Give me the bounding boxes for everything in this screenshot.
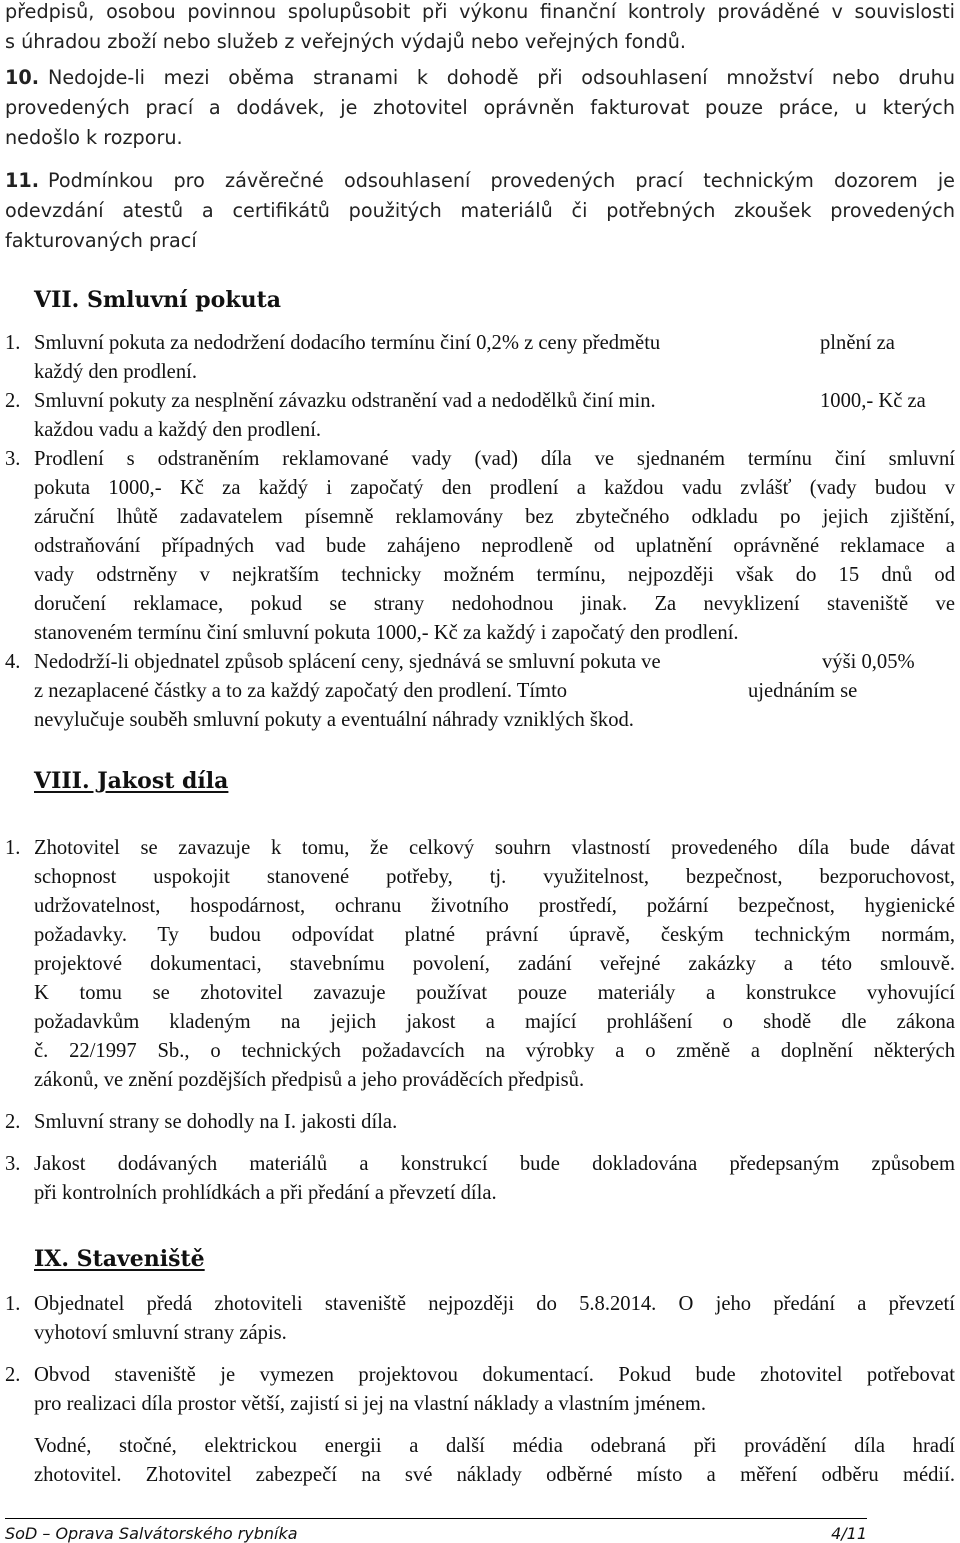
footer-document-title: SoD – Oprava Salvátorského rybníka (5, 1524, 298, 1543)
section-8-heading: VIII. Jakost díla (34, 768, 229, 794)
section-9-heading: IX. Staveniště (34, 1246, 205, 1272)
footer-page-number: 4/11 (831, 1524, 867, 1543)
page-footer (5, 1518, 867, 1543)
section-7-heading: VII. Smluvní pokuta (34, 287, 281, 313)
document-page: předpisů, osobou povinnou spolupůsobit při výkonu finanční kontroly prováděné v souvislosti s úhradou zboží nebo služeb z veřejných výdajů nebo veřejných fondů. 10. Nedojde-li mezi oběma stranami k dohodě při odsouhlasení množství nebo druhu provedených prací a dodávek, je zhotovitel oprávněn fakturovat pouze práce, u kterých nedošlo k rozporu. 11. Podmínkou pro závěrečné odsouhlasení provedených prací technickým dozorem je odevzdání atestů a certifikátů použitých materiálů či potřebných zkoušek provedených fakturovaných prací VII. Smluvní pokuta 1. Smluvní pokuta za nedodržení dodacího termínu činí 0,2% z ceny předmětu plnění za každý den prodlení. 2. Smluvní pokuty za nesplnění závazku odstranění vad a nedodělků činí min. 1000,- Kč za každou vadu a každý den prodlení. 3. Prodlení s odstraněním reklamované vady (vad) díla ve sjednaném termínu činí smluvní pokuta 1000,- Kč za každý i započatý den prodlení a každou vadu zvlášť (vady budou v záruční lhůtě zadavatelem písemně reklamovány bez zbytečného odkladu po jejich zjištění, odstraňování případných vad bude zahájeno neprodleně od uplatnění oprávněné reklamace a vady odstrněny v nejkratším technicky možném termínu, nejpozději však do 15 dnů od doručení reklamace, pokud se strany nedohodnou jinak. Za nevyklizení staveniště ve stanoveném termínu činí smluvní pokuta 1000,- Kč za každý i započatý den prodlení. 4. Nedodrží-li objednatel způsob splácení ceny, sjednává se smluvní pokuta ve výši 0,05% z nezaplacené částky a to za každý započatý den prodlení. Tímto ujednáním se nevylučuje souběh smluvní pokuty a eventuální náhrady vzniklých škod. VIII. Jakost díla 1. Zhotovitel se zavazuje k tomu, že celkový souhrn vlastností provedeného díla bude dávat schopnost uspokojit stanovené potřeby, tj. využitelnost, bezpečnost, bezporuchovost, udržovatelnost, hospodárnost, ochranu životního prostředí, požární bezpečnost, hygienické požadavky. Ty budou odpovídat platné právní úpravě, českým technickým normám, projektové dokumentaci, stavebnímu povolení, zadání veřejné zakázky a této smlouvě. K tomu se zhotovitel zavazuje používat pouze materiály a konstrukce vyhovující požadavkům kladeným na jejich jakost a mající prohlášení o shodě dle zákona č. 22/1997 Sb., o technických požadavcích na výrobky a o změně a doplnění některých zákonů, ve znění pozdějších předpisů a jeho prováděcích předpisů. 2. Smluvní strany se dohodly na I. jakosti díla. 3. Jakost dodávaných materiálů a konstrukcí bude dokladována předepsaným způsobem při kontrolních prohlídkách a při předání a převzetí díla. IX. Staveniště 1. Objednatel předá zhotoviteli staveniště nejpozději do 5.8.2014. O jeho předání a převzetí vyhotoví smluvní strany zápis. 2. Obvod staveniště je vymezen projektovou dokumentací. Pokud bude zhotovitel potřebovat pro realizaci díla prostor větší, zajistí si jej na vlastní náklady a vlastním jménem. Vodné, stočné, elektrickou energii a další média odebraná při provádění díla hradí zhotovitel. Zhotovitel zabezpečí na své náklady odběrné místo a měření odběru médií. SoD – Oprava Salvátorského rybníka 4/11 (5, 0, 955, 1543)
